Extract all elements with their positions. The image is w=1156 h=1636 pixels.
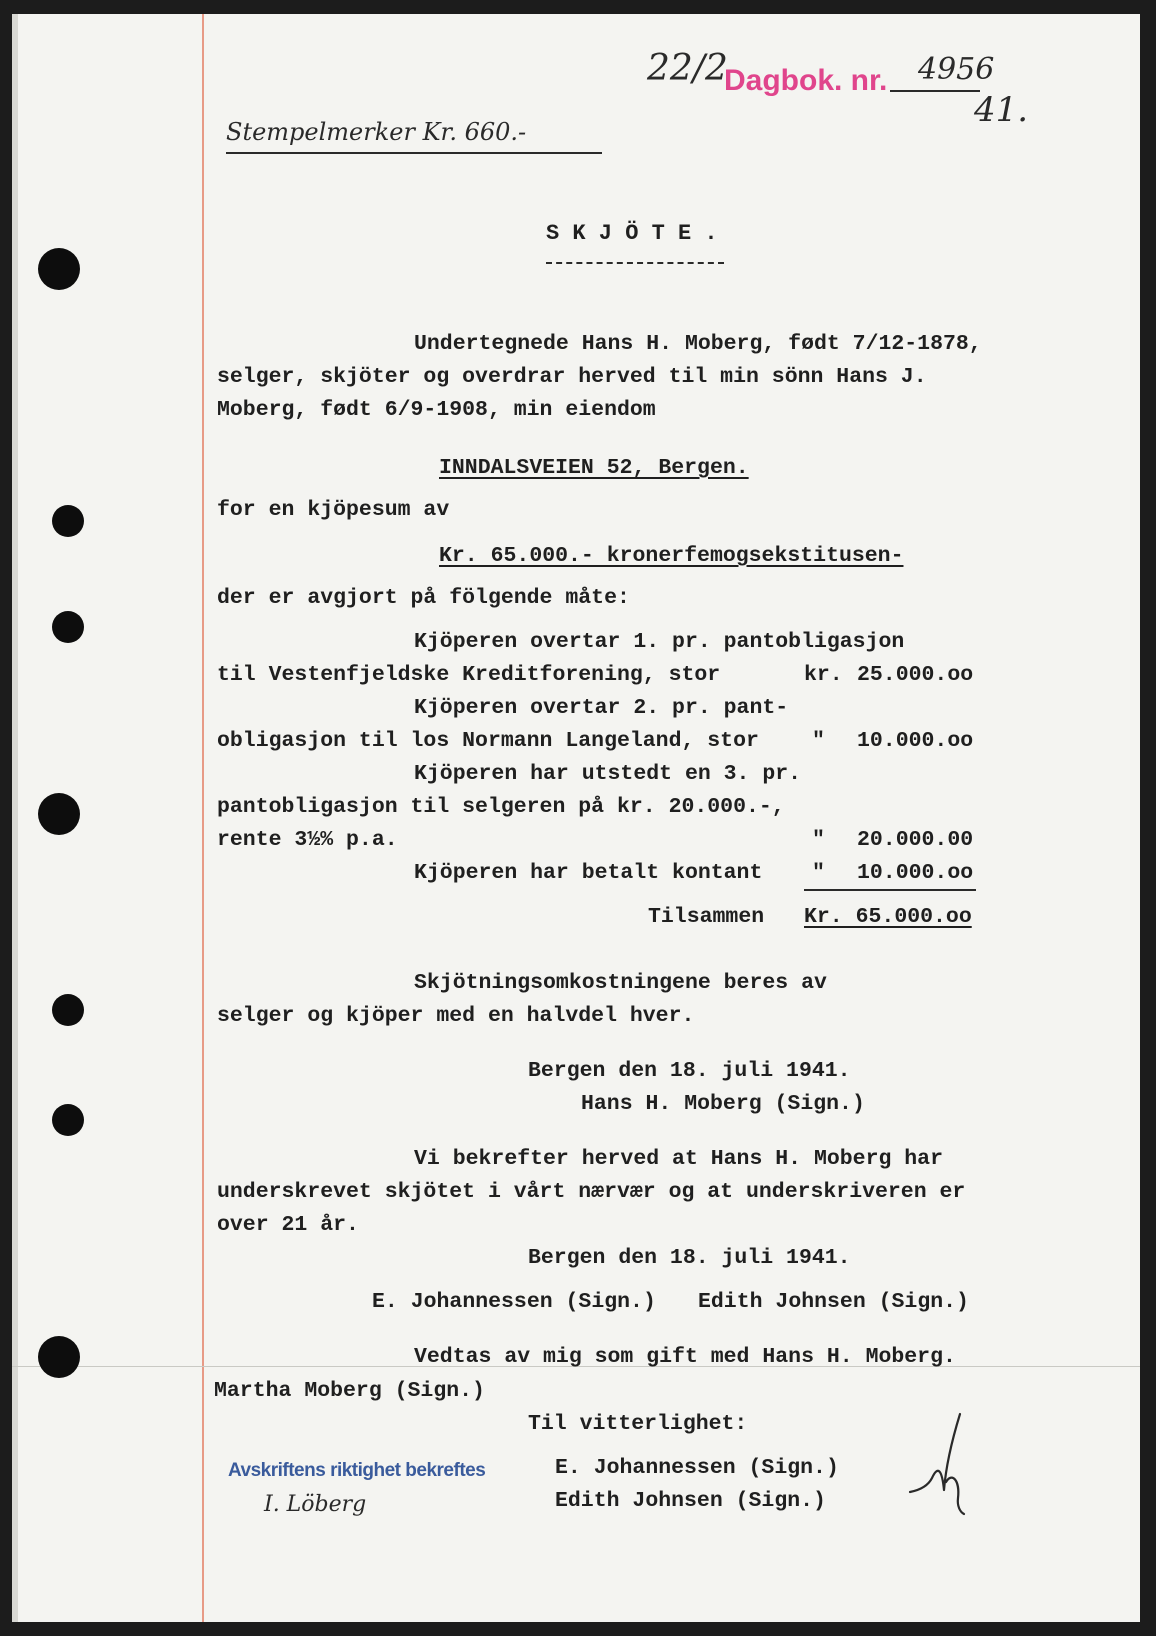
witness-text-3: over 21 år. bbox=[217, 1213, 359, 1237]
witness-text-1: Vi bekrefter herved at Hans H. Moberg har bbox=[414, 1147, 943, 1171]
dagbok-stamp: Dagbok. nr. bbox=[724, 64, 888, 97]
seller-signature: Hans H. Moberg (Sign.) bbox=[581, 1092, 865, 1116]
witness-1: E. Johannessen (Sign.) bbox=[372, 1290, 656, 1314]
punch-hole bbox=[52, 1104, 84, 1136]
p4-amount: 10.000.oo bbox=[857, 861, 974, 885]
p1-line-1: Kjöperen overtar 1. pr. pantobligasjon bbox=[414, 630, 905, 654]
punch-hole bbox=[38, 248, 80, 290]
p3-line-2: pantobligasjon til selgeren på kr. 20.000.-, bbox=[217, 795, 785, 819]
place-date-1: Bergen den 18. juli 1941. bbox=[528, 1059, 851, 1083]
p2-amount: 10.000.oo bbox=[857, 729, 974, 753]
property-address: INNDALSVEIEN 52, Bergen. bbox=[439, 456, 749, 480]
witness-2: Edith Johnsen (Sign.) bbox=[698, 1290, 969, 1314]
intro-line-2: selger, skjöter og overdrar herved til min sönn Hans J. bbox=[217, 365, 927, 389]
stempel-note: Stempelmerker Kr. 660.- bbox=[226, 118, 527, 146]
stamp-signature: I. Löberg bbox=[264, 1492, 367, 1517]
p2-line-1: Kjöperen overtar 2. pr. pant- bbox=[414, 696, 789, 720]
punch-hole bbox=[38, 1336, 80, 1378]
costs-line-1: Skjötningsomkostningene beres av bbox=[414, 971, 827, 995]
place-date-2: Bergen den 18. juli 1941. bbox=[528, 1246, 851, 1270]
punch-hole bbox=[52, 994, 84, 1026]
spouse-signature: Martha Moberg (Sign.) bbox=[214, 1379, 485, 1403]
document-title: S K J Ö T E . bbox=[546, 221, 718, 246]
p1-currency: kr. bbox=[804, 663, 843, 687]
total-amount: Kr. 65.000.oo bbox=[804, 905, 972, 929]
punch-hole bbox=[38, 793, 80, 835]
p3-amount: 20.000.00 bbox=[857, 828, 974, 852]
dagbok-year: 41. bbox=[974, 90, 1029, 130]
settled-line: der er avgjort på fölgende måte: bbox=[217, 586, 630, 610]
vitterlighet-witness-1: E. Johannessen (Sign.) bbox=[555, 1456, 839, 1480]
p3-line-1: Kjöperen har utstedt en 3. pr. bbox=[414, 762, 802, 786]
p3-ditto: " bbox=[812, 828, 825, 852]
page-edge bbox=[12, 14, 18, 1622]
p3-line-3: rente 3½% p.a. bbox=[217, 828, 398, 852]
p4-ditto: " bbox=[812, 861, 825, 885]
dagbok-number: 4956 bbox=[918, 52, 995, 87]
intro-line-1: Undertegnede Hans H. Moberg, født 7/12-1878, bbox=[414, 332, 982, 356]
initial-mark-icon bbox=[908, 1410, 978, 1520]
intro-line-3: Moberg, født 6/9-1908, min eiendom bbox=[217, 398, 656, 422]
sum-line: Kr. 65.000.- kronerfemogsekstitusen- bbox=[439, 544, 904, 568]
certification-stamp: Avskriftens riktighet bekreftes bbox=[228, 1460, 486, 1481]
total-label: Tilsammen bbox=[648, 905, 765, 929]
subtotal-underline bbox=[804, 889, 976, 891]
vitterlighet-witness-2: Edith Johnsen (Sign.) bbox=[555, 1489, 826, 1513]
witness-text-2: underskrevet skjötet i vårt nærvær og at underskriveren er bbox=[217, 1180, 966, 1204]
title-rule bbox=[546, 262, 724, 264]
p4-line: Kjöperen har betalt kontant bbox=[414, 861, 763, 885]
p2-ditto: " bbox=[812, 729, 825, 753]
dagbok-date: 22/2 bbox=[647, 48, 728, 89]
spouse-consent: Vedtas av mig som gift med Hans H. Moberg. bbox=[414, 1345, 956, 1369]
stempel-underline bbox=[226, 152, 602, 154]
p1-amount: 25.000.oo bbox=[857, 663, 974, 687]
p2-line-2: obligasjon til los Normann Langeland, stor bbox=[217, 729, 759, 753]
punch-hole bbox=[52, 611, 84, 643]
p1-line-2: til Vestenfjeldske Kreditforening, stor bbox=[217, 663, 721, 687]
document-page bbox=[12, 14, 1140, 1622]
punch-hole bbox=[52, 505, 84, 537]
vitterlighet-heading: Til vitterlighet: bbox=[528, 1412, 748, 1436]
costs-line-2: selger og kjöper med en halvdel hver. bbox=[217, 1004, 695, 1028]
dagbok-fraction-line bbox=[890, 90, 980, 92]
for-line: for en kjöpesum av bbox=[217, 498, 450, 522]
margin-line bbox=[202, 14, 204, 1622]
